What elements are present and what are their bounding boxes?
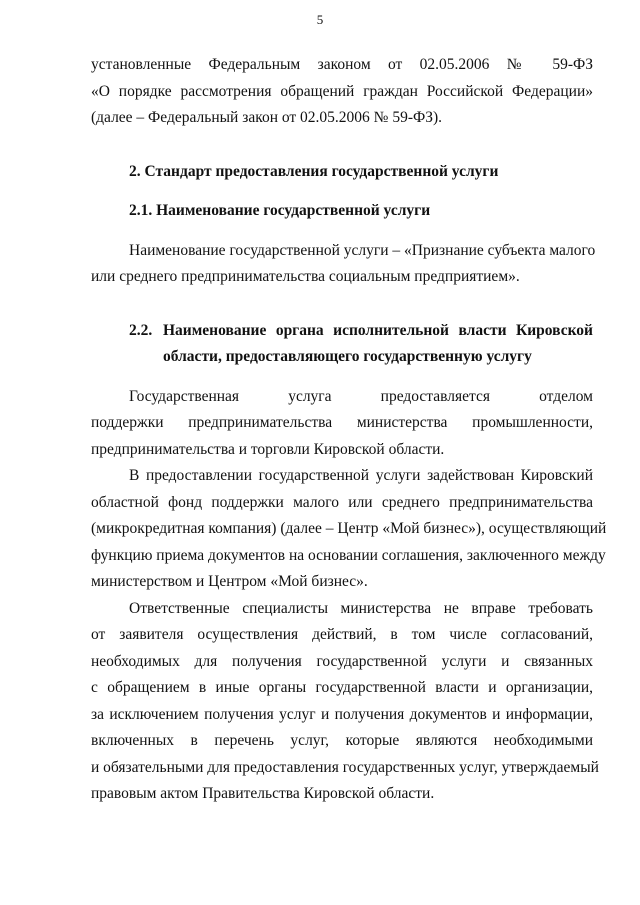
document-body (91, 52, 607, 808)
text-line: функцию приема документов на основании соглашения, заключенного между (91, 546, 606, 564)
text-line: (далее – Федеральный закон от 02.05.2006 № 59-ФЗ). (91, 109, 443, 126)
text-line: необходимых для получения государственной услуги и связанных (91, 652, 593, 670)
text-line: от заявителя осуществления действий, в том числе согласований, (91, 626, 593, 643)
text-line: поддержки предпринимательства министерства промышленности, (91, 414, 593, 431)
text-line: Государственная услуга предоставляется отделом (129, 387, 593, 405)
heading-line: области, предоставляющего государственную услугу (163, 348, 532, 365)
heading-line: Наименование органа исполнительной власти Кировской (163, 321, 593, 339)
text-line: правовым актом Правительства Кировской области. (91, 785, 435, 802)
service-name-paragraph (91, 238, 596, 291)
section-2-heading: 2. Стандарт предоставления государственной услуги (129, 162, 499, 180)
text-line: В предоставлении государственной услуги задействован Кировский (129, 467, 593, 484)
text-line: «О порядке рассмотрения обращений граждан Российской Федерации» (91, 82, 593, 100)
provider-paragraph (91, 384, 593, 464)
text-line: Ответственные специалисты министерства не вправе требовать (129, 599, 593, 617)
text-line: (микрокредитная компания) (далее – Центр «Мой бизнес»), осуществляющий (91, 520, 607, 537)
text-line: и обязательными для предоставления государственных услуг, утверждаемый (91, 758, 599, 776)
text-line: предпринимательства и торговли Кировской области. (91, 440, 445, 458)
restrictions-paragraph (91, 596, 599, 808)
section-2-2-heading (91, 318, 593, 371)
fund-paragraph (91, 463, 607, 596)
section-2-1-heading: 2.1. Наименование государственной услуги (129, 202, 431, 219)
text-line: с обращением в иные органы государственной власти и организации, (91, 679, 593, 696)
intro-paragraph (91, 52, 593, 132)
page-number: 5 (316, 12, 324, 27)
text-line: установленные Федеральным законом от 02.05.2006 № 59-ФЗ (91, 56, 593, 73)
text-line: или среднего предпринимательства социальным предприятием». (91, 268, 520, 285)
text-line: за исключением получения услуг и получения документов и информации, (91, 705, 593, 723)
section-2-2-number: 2.2. (129, 321, 153, 339)
text-line: министерством и Центром «Мой бизнес». (91, 573, 368, 590)
text-line: включенных в перечень услуг, которые являются необходимыми (91, 732, 593, 749)
text-line: областной фонд поддержки малого или среднего предпринимательства (91, 493, 593, 511)
text-line: Наименование государственной услуги – «Признание субъекта малого (129, 241, 596, 259)
